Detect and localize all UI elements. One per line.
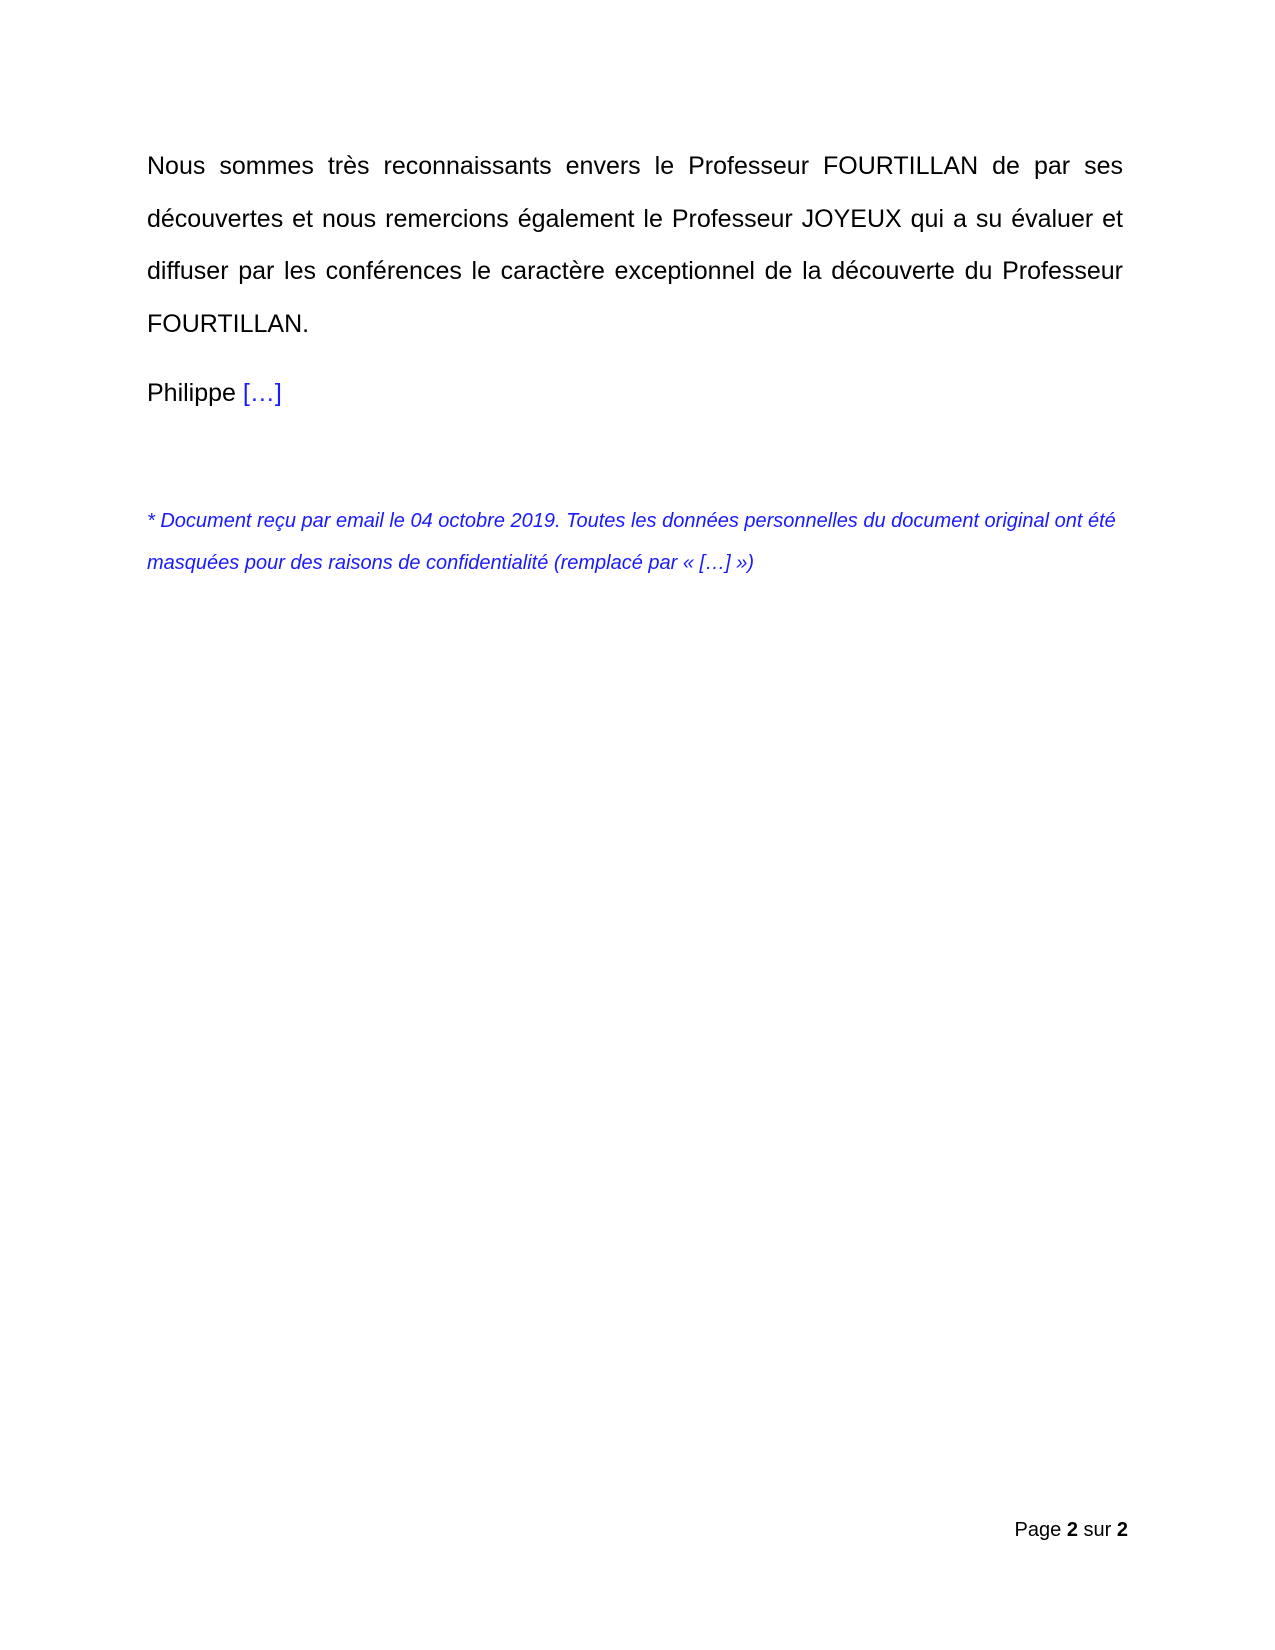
total-pages-number: 2 [1116,1519,1128,1541]
current-page-number: 2 [1066,1519,1078,1541]
signature-redaction-mark: […] [242,379,282,407]
page-number [1015,1516,1128,1544]
body-paragraph: Nous sommes très reconnaissants envers le Professeur FOURTILLAN de par ses découvertes et nous remercions également le Professeur JOYEUX qui a su évaluer et diffuser par les conférences le caractère exceptionnel de la découverte du Professeur FOURTILLAN. [147,152,1123,338]
signature-line [147,373,282,413]
signature-name: Philippe [147,379,236,407]
confidentiality-footnote: * Document reçu par email le 04 octobre 2019. Toutes les données personnelles du document original ont été masquées pour des raisons de confidentialité (remplacé par « […] ») [147,510,1116,574]
page-label: Page [1014,1519,1062,1541]
page-separator: sur [1083,1519,1112,1541]
